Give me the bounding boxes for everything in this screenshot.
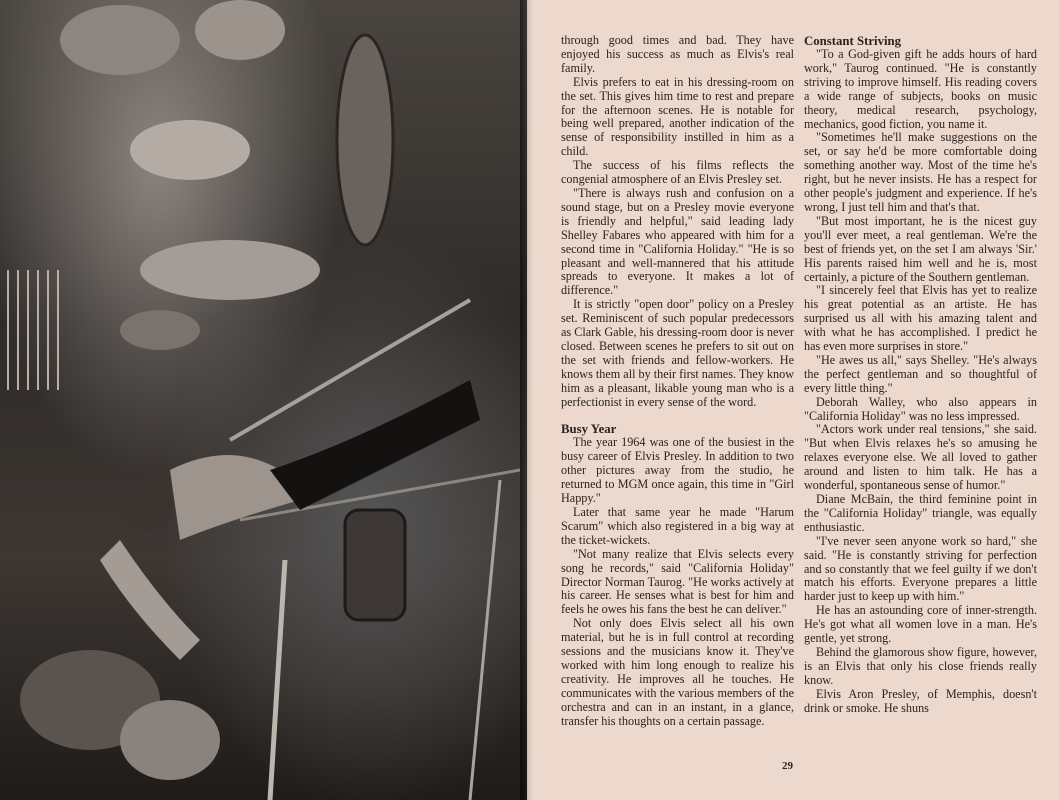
section-heading: Constant Striving: [804, 34, 902, 48]
paragraph: The year 1964 was one of the busiest in the busy career of Elvis Presley. In addition to two other pictures away from the studio, he returned to MGM once again, this time in "Girl Happy.": [561, 435, 794, 506]
paragraph: Elvis Aron Presley, of Memphis, doesn't drink or smoke. He shuns: [804, 686, 1037, 715]
paragraph: Later that same year he made "Harum Scarum" which also registered in a big way at the ticket-wickets.: [561, 505, 794, 547]
text-column-left: [561, 34, 794, 729]
photograph: [0, 0, 527, 800]
paragraph: "Actors work under real tensions," she said. "But when Elvis relaxes he's so amusing he relaxes everyone else. We all loved to gather around and listen to him talk. He has a wonderful, spontaneous sense of humor.": [804, 422, 1037, 493]
paragraph: Deborah Walley, who also appears in "California Holiday" was no less impressed.: [804, 394, 1037, 423]
text-column-right: [804, 34, 1037, 716]
paragraph: "I've never seen anyone work so hard," she said. "He is constantly striving for perfection and so constantly that we feel guilty if we don't match his efforts. Everyone prepares a little harder just to keep up with him.": [804, 533, 1037, 604]
paragraph: "But most important, he is the nicest guy you'll ever meet, a real gentleman. We're the best of friends yet, on the set I am always 'Sir.' His parents raised him well and he is, most certainly, a picture of the Southern gentleman.: [804, 213, 1037, 284]
paragraph: Elvis prefers to eat in his dressing-room on the set. This gives him time to rest and prepare for the afternoon scenes. He is notable for being well prepared, another indication of the sense of responsibility instilled in him as a child.: [561, 74, 794, 159]
paragraph: Diane McBain, the third feminine point in the "California Holiday" triangle, was equally enthusiastic.: [804, 492, 1037, 534]
paragraph: "To a God-given gift he adds hours of hard work," Taurog continued. "He is constantly striving to improve himself. His reading covers a wide range of subjects, books on music theory, medical research, psychology, mechanics, good fiction, you name it.: [804, 47, 1037, 131]
page-gutter: [520, 0, 534, 800]
paragraph: through good times and bad. They have enjoyed his success as much as Elvis's real family.: [561, 33, 794, 75]
paragraph: Not only does Elvis select all his own material, but he is in full control at recording sessions and the musicians know it. They've worked with him long enough to realize his creativity. He improves all he touches. He communicates with the various members of the orchestra and can in an instant, in a glance, transfer his thoughts on a certain passage.: [561, 616, 794, 728]
paragraph: He has an astounding core of inner-strength. He's got what all women love in a man. He's gentle, yet strong.: [804, 603, 1037, 646]
paragraph: "I sincerely feel that Elvis has yet to realize his great potential as an artiste. He has surprised us all with his amazing talent and with what he has accomplished. I predict he has even more surprises in store.": [804, 283, 1037, 354]
section-heading: Busy Year: [561, 422, 617, 437]
paragraph: "Not many realize that Elvis selects every song he records," said "California Holiday" Director Norman Taurog. "He works actively at his career. He senses what is best for him and feels he owes his fans the best he can deliver.": [561, 546, 794, 617]
paragraph: Behind the glamorous show figure, however, is an Elvis that only his close friends really know.: [804, 644, 1037, 687]
paragraph: "Sometimes he'll make suggestions on the set, or say he'd be more comfortable doing something another way. Most of the time he's right, but he never insists. He has a respect for other people's judgment and experience. If he's wrong, I just tell him and that's that.: [804, 130, 1037, 214]
photo-scene: [0, 0, 527, 800]
article-page: [527, 0, 1059, 800]
paragraph: The success of his films reflects the congenial atmosphere of an Elvis Presley set.: [561, 158, 794, 187]
page-number: 29: [782, 760, 793, 772]
paragraph: "He awes us all," says Shelley. "He's always the perfect gentleman and so thoughtful of every little thing.": [804, 352, 1037, 395]
paragraph: It is strictly "open door" policy on a Presley set. Reminiscent of such popular predecessors as Clark Gable, his dressing-room door is never closed. Between scenes he prefers to sit out on the set with friends and fellow-workers. He knows them all by their first names. They know him as a pleasant, likable young man who is a perfectionist in every sense of the word.: [561, 297, 794, 409]
paragraph: "There is always rush and confusion on a sound stage, but on a Presley movie everyone is friendly and helpful," said leading lady Shelley Fabares who appeared with him for a second time in "California Holiday." "He is so pleasant and well-mannered that his attitude spreads to everyone. It makes a lot of difference.": [561, 185, 794, 298]
